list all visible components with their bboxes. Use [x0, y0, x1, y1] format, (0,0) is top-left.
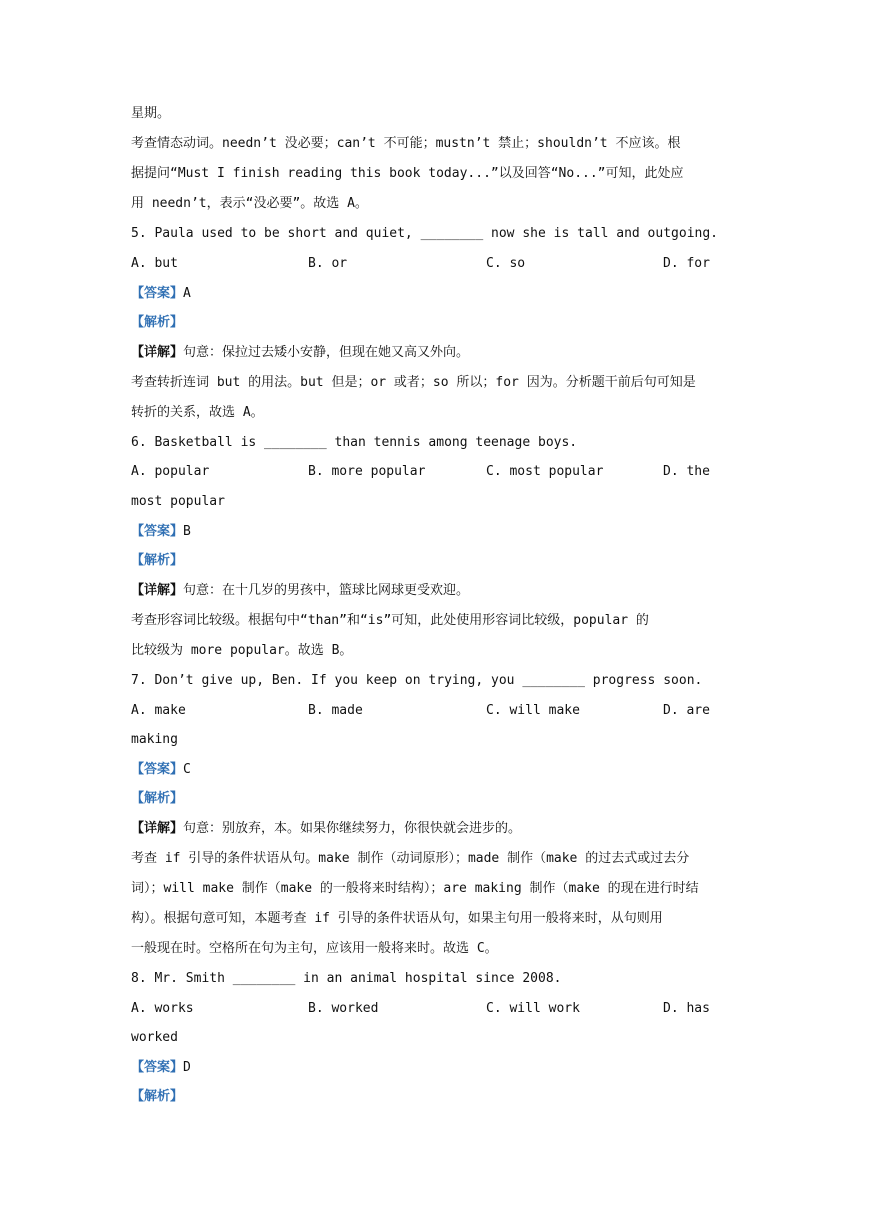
question-6-option-b: B. more popular [308, 464, 426, 479]
answer-value: B [183, 524, 191, 539]
question-8-option-b: B. worked [308, 1001, 379, 1016]
question-5-analysis-heading [131, 314, 183, 332]
question-7-option-b: B. made [308, 703, 363, 718]
question-7-option-d: D. are [663, 703, 710, 718]
question-7-option-c: C. will make [486, 703, 580, 718]
answer-label: 【答案】 [131, 524, 184, 539]
question-8-analysis-heading [131, 1088, 183, 1106]
question-6-answer [131, 523, 191, 541]
analysis-label: 【解析】 [131, 1089, 184, 1104]
detail-label: 【详解】 [131, 345, 184, 360]
detail-text: 句意：在十几岁的男孩中，篮球比网球更受欢迎。 [183, 583, 470, 598]
question-5-explanation-1: 考查转折连词 but 的用法。but 但是；or 或者；so 所以；for 因为。分析题干前后句可知是 [131, 375, 696, 390]
question-6-option-d: D. the [663, 464, 710, 479]
analysis-label: 【解析】 [131, 315, 184, 330]
question-8-option-c: C. will work [486, 1001, 580, 1016]
question-7-stem: 7. Don’t give up, Ben. If you keep on trying, you ________ progress soon. [131, 673, 703, 688]
question-7-explanation-2: 词）；will make 制作（make 的一般将来时结构）；are making 制作（make 的现在进行时结 [131, 881, 699, 896]
question-6-explanation-2: 比较级为 more popular。故选 B。 [131, 643, 353, 658]
question-6-stem: 6. Basketball is ________ than tennis among teenage boys. [131, 435, 578, 450]
detail-text: 句意：保拉过去矮小安静，但现在她又高又外向。 [183, 345, 470, 360]
answer-value: C [183, 762, 191, 777]
question-6-detail [131, 582, 469, 600]
question-6-option-c: C. most popular [486, 464, 604, 479]
intro-line-1: 星期。 [131, 106, 171, 121]
question-5-explanation-2: 转折的关系，故选 A。 [131, 405, 264, 420]
question-5-option-a: A. but [131, 256, 178, 271]
question-7-explanation-1: 考查 if 引导的条件状语从句。make 制作（动词原形）；made 制作（make 的过去式或过去分 [131, 851, 690, 866]
analysis-label: 【解析】 [131, 791, 184, 806]
answer-label: 【答案】 [131, 286, 184, 301]
answer-value: D [183, 1060, 191, 1075]
question-7-detail [131, 820, 521, 838]
question-8-option-d-wrap: worked [131, 1030, 178, 1045]
answer-label: 【答案】 [131, 1060, 184, 1075]
question-8-option-d: D. has [663, 1001, 710, 1016]
question-8-option-a: A. works [131, 1001, 194, 1016]
detail-text: 句意：别放弃，本。如果你继续努力，你很快就会进步的。 [183, 821, 522, 836]
question-5-option-b: B. or [308, 256, 348, 271]
detail-label: 【详解】 [131, 583, 184, 598]
question-7-explanation-3: 构）。根据句意可知，本题考查 if 引导的条件状语从句，如果主句用一般将来时，从句则用 [131, 911, 663, 926]
question-8-stem: 8. Mr. Smith ________ in an animal hospital since 2008. [131, 971, 562, 986]
question-7-analysis-heading [131, 790, 183, 808]
analysis-label: 【解析】 [131, 553, 184, 568]
question-7-option-a: A. make [131, 703, 186, 718]
question-6-option-d-wrap: most popular [131, 494, 225, 509]
question-5-answer [131, 285, 191, 303]
answer-label: 【答案】 [131, 762, 184, 777]
question-6-explanation-1: 考查形容词比较级。根据句中“than”和“is”可知，此处使用形容词比较级，popular 的 [131, 613, 649, 628]
question-7-answer [131, 761, 191, 779]
question-5-stem: 5. Paula used to be short and quiet, ________ now she is tall and outgoing. [131, 226, 718, 241]
intro-line-2: 考查情态动词。needn’t 没必要；can’t 不可能；mustn’t 禁止；shouldn’t 不应该。根 [131, 136, 681, 151]
intro-line-3: 据提问“Must I finish reading this book today...”以及回答“No...”可知，此处应 [131, 166, 684, 181]
question-5-detail [131, 344, 469, 362]
question-7-explanation-4: 一般现在时。空格所在句为主句，应该用一般将来时。故选 C。 [131, 941, 498, 956]
intro-line-4: 用 needn’t，表示“没必要”。故选 A。 [131, 196, 368, 211]
question-7-option-d-wrap: making [131, 732, 178, 747]
answer-value: A [183, 286, 191, 301]
question-6-option-a: A. popular [131, 464, 210, 479]
question-5-option-d: D. for [663, 256, 710, 271]
question-6-analysis-heading [131, 552, 183, 570]
detail-label: 【详解】 [131, 821, 184, 836]
question-5-option-c: C. so [486, 256, 526, 271]
question-8-answer [131, 1059, 191, 1077]
